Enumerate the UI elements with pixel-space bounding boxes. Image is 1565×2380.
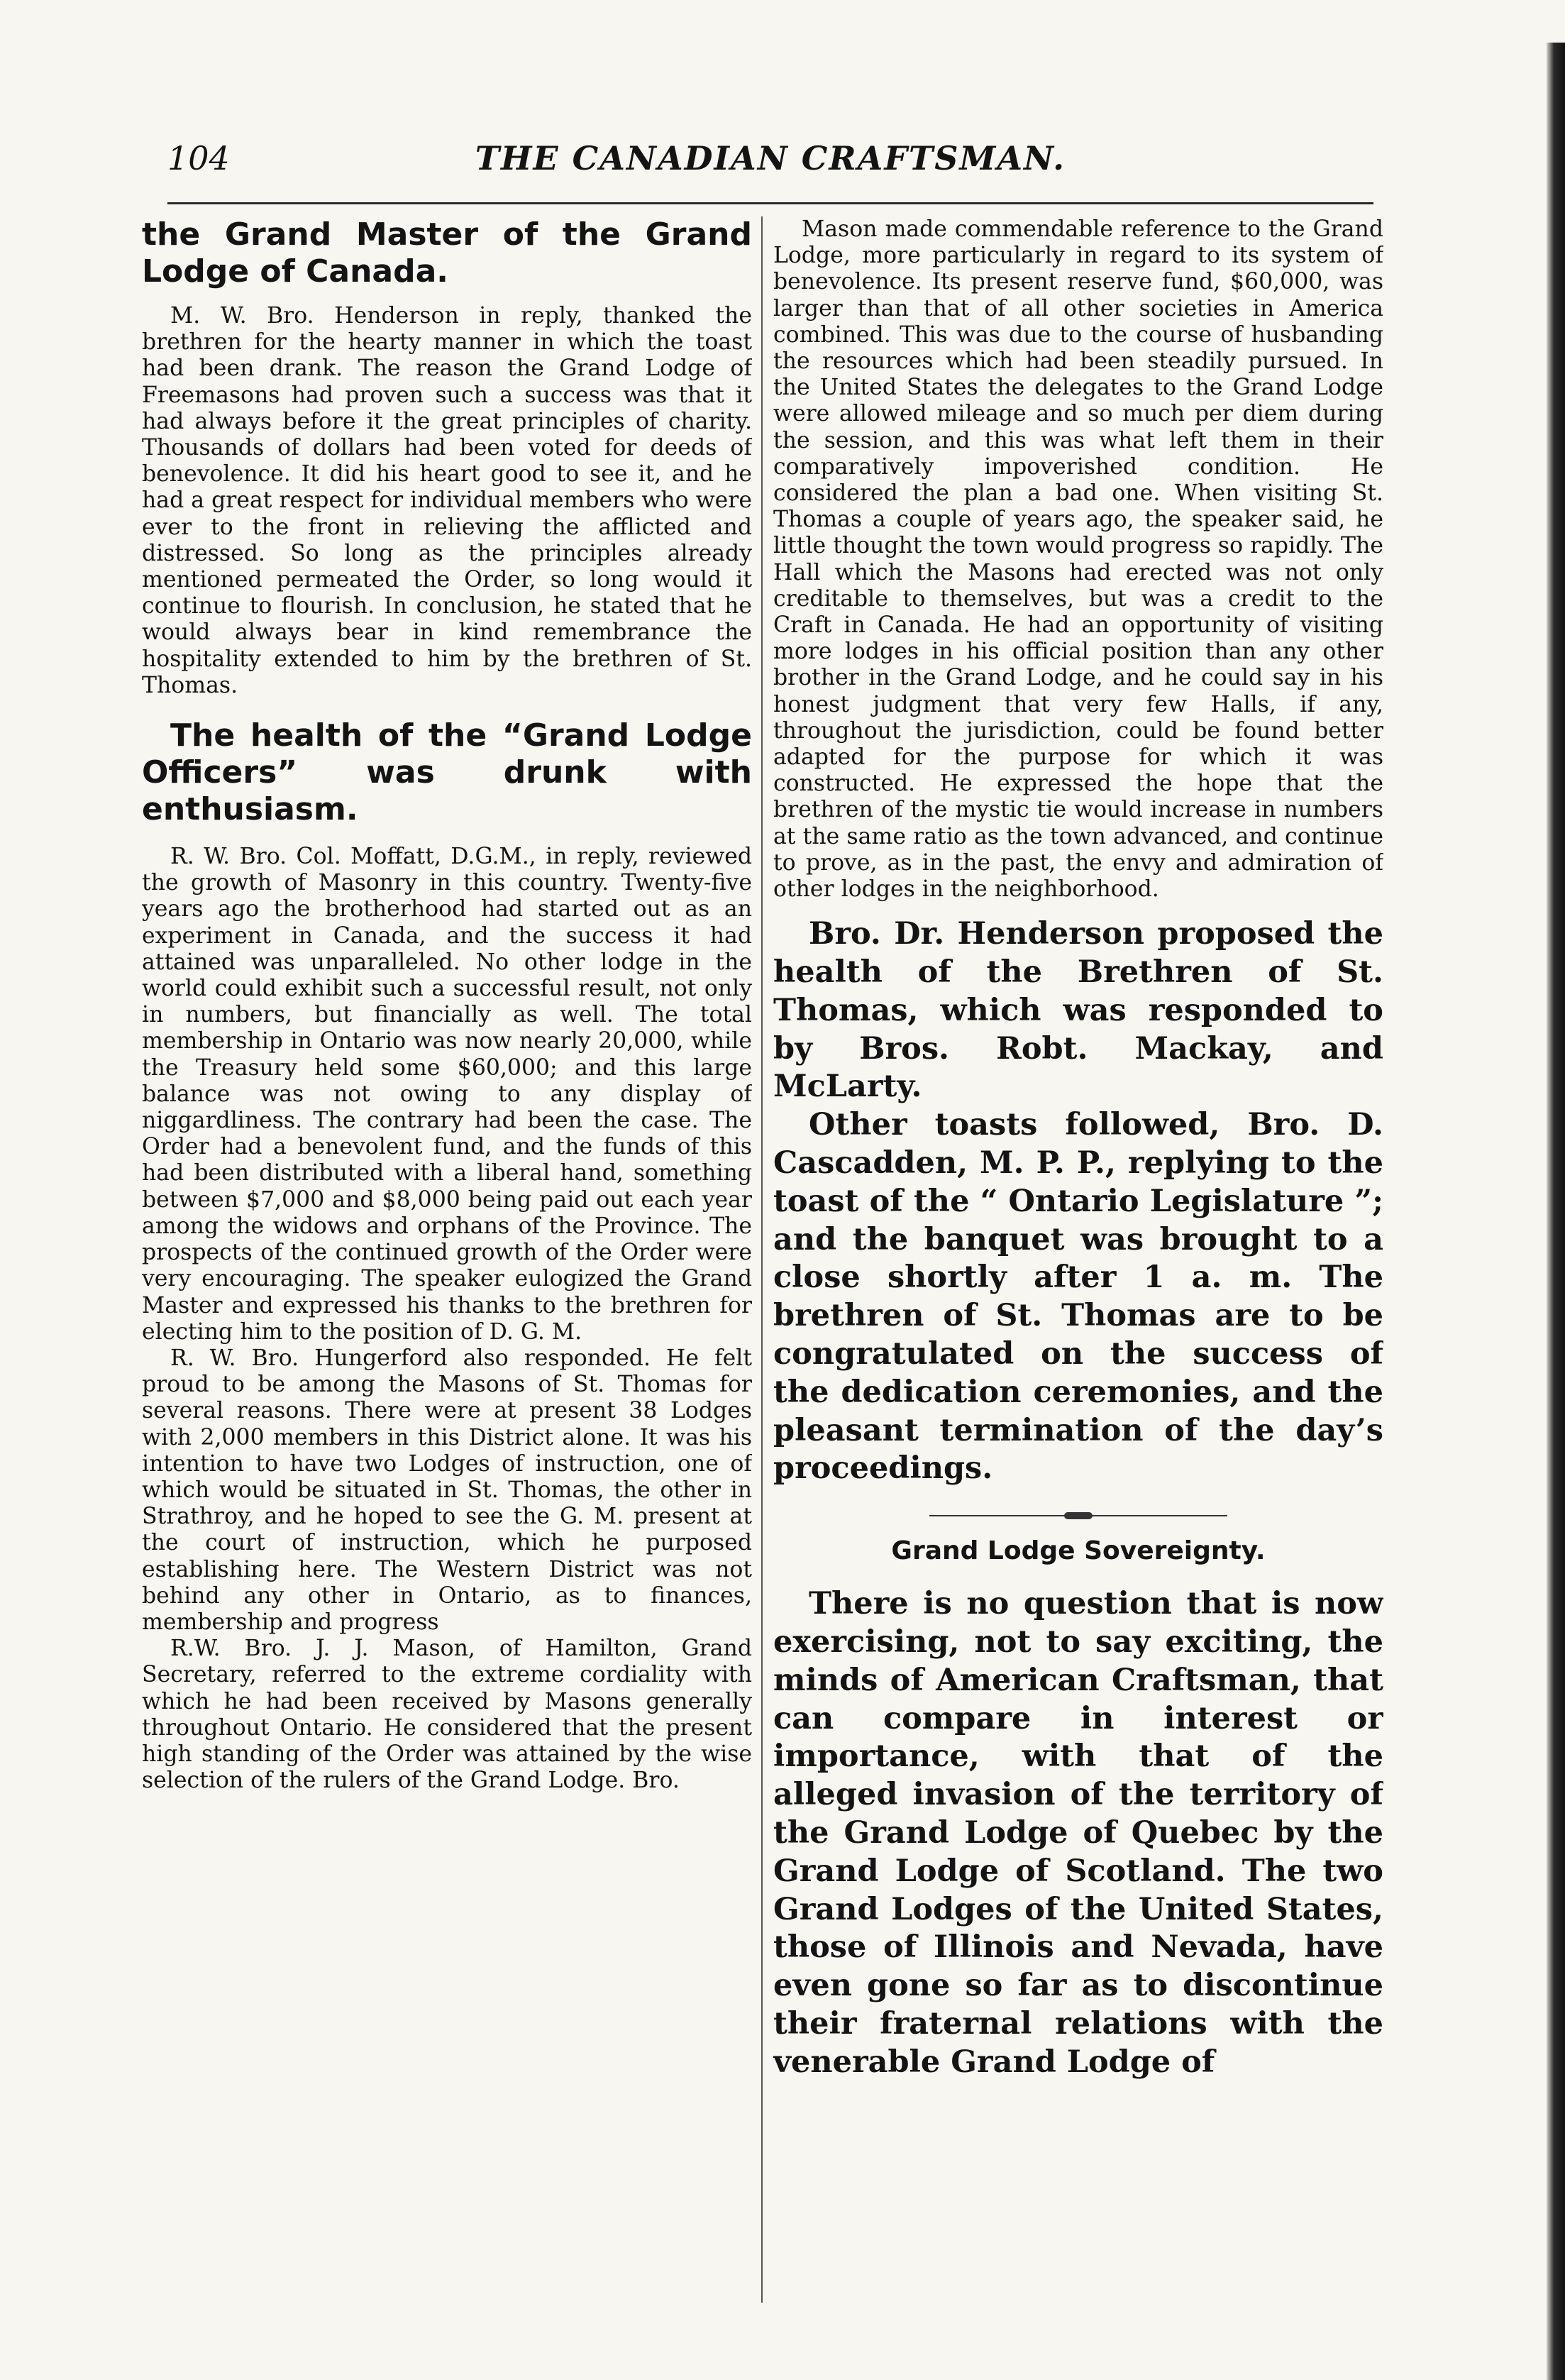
paragraph-mason-continued: Mason made commendable reference to the Grand Lodge, more particularly in regard to its system of benevolence. Its present reserve fund, $60,000, was larger than that of all other societies in America combined. This was due to the course of husbanding the resources which had been steadily pursued. In the United States the delegates to the Grand Lodge were allowed mileage and so much per diem during the session, and this was what left them in their comparatively impoverished condition. He considered the plan a bad one. When visiting St. Thomas a couple of years ago, the speaker said, he little thought the town would progress so rapidly. The Hall which the Masons had erected was not only creditable to themselves, but was a credit to the Craft in Canada. He had an opportunity of visiting more lodges in his official position than any other brother in the Grand Lodge, and he could say in his honest judgment that very few Halls, if any, throughout the jurisdiction, could be found better adapted for the purpose for which it was constructed. He expressed the hope that the brethren of the mystic tie would increase in numbers at the same ratio as the town advanced, and continue to prove, as in the past, the envy and admiration of other lodges in the neighborhood. (773, 216, 1383, 903)
page-number: 104 (167, 139, 230, 177)
paragraph-sovereignty: There is no question that is now exercising, not to say exciting, the minds of American Craftsman, that can compare in interest or importance, with that of the alleged invasion of the territory of the Grand Lodge of Quebec by the Grand Lodge of Scotland. The two Grand Lodges of the United States, those of Illinois and Nevada, have even gone so far as to discontinue their fraternal relations with the venerable Grand Lodge of (773, 1586, 1383, 2080)
heading-grand-master: the Grand Master of the Grand Lodge of Canada. (142, 216, 752, 290)
page-header (167, 139, 1373, 189)
header-rule (167, 202, 1373, 204)
heading-grand-lodge-officers: The health of the “Grand Lodge Officers” was drunk with enthusiasm. (142, 717, 752, 828)
paragraph-mason-reply: R.W. Bro. J. J. Mason, of Hamilton, Grand Secretary, referred to the extreme cordiality with which he had been received by Masons generally throughout Ontario. He considered that the present high standing of the Order was attained by the wise selection of the rulers of the Grand Lodge. Bro. (142, 1636, 752, 1794)
paragraph-other-toasts: Other toasts followed, Bro. D. Cascadden, M. P. P., replying to the toast of the “ Ontario Legislature ”; and the banquet was brought to a close shortly after 1 a. m. The brethren of St. Thomas are to be congratulated on the success of the dedication ceremonies, and the pleasant termination of the day’s proceedings. (773, 1107, 1383, 1487)
paragraph-hungerford-reply: R. W. Bro. Hungerford also responded. He felt proud to be among the Masons of St. Thomas for several reasons. There were at present 38 Lodges with 2,000 members in this District alone. It was his intention to have two Lodges of instruction, one of which would be situated in St. Thomas, the other in Strathroy, and he hoped to see the G. M. present at the court of instruction, which he purposed establishing here. The Western District was not behind any other in Ontario, as to finances, membership and progress (142, 1345, 752, 1635)
running-title: THE CANADIAN CRAFTSMAN. (475, 139, 1066, 177)
scan-edge (1547, 43, 1565, 2380)
paragraph-dr-henderson: Bro. Dr. Henderson proposed the health of the Brethren of St. Thomas, which was responded to by Bros. Robt. Mackay, and McLarty. (773, 916, 1383, 1105)
section-title-sovereignty: Grand Lodge Sovereignty. (891, 1536, 1266, 1566)
paragraph-moffatt-reply: R. W. Bro. Col. Moffatt, D.G.M., in reply, reviewed the growth of Masonry in this country. Twenty-five years ago the brotherhood had started out as an experiment in Canada, and the success it had attained was unparalleled. No other lodge in the world could exhibit such a successful result, not only in numbers, but financially as well. The total membership in Ontario was now nearly 20,000, while the Treasury held some $60,000; and this large balance was not owing to any display of niggardliness. The contrary had been the case. The Order had a benevolent fund, and the funds of this had been distributed with a liberal hand, something between $7,000 and $8,000 being paid out each year among the widows and orphans of the Province. The prospects of the continued growth of the Order were very encouraging. The speaker eulogized the Grand Master and expressed his thanks to the brethren for electing him to the position of D. G. M. (142, 844, 752, 1345)
paragraph-henderson-reply: M. W. Bro. Henderson in reply, thanked the brethren for the hearty manner in which the toast had been drank. The reason the Grand Lodge of Freemasons had proven such a success was that it had always before it the great principles of charity. Thousands of dollars had been voted for deeds of benevolence. It did his heart good to see it, and he had a great respect for individual members who were ever to the front in relieving the afflicted and distressed. So long as the principles already mentioned permeated the Order, so long would it continue to flourish. In conclusion, he stated that he would always bear in kind remembrance the hospitality extended to him by the brethren of St. Thomas. (142, 303, 752, 698)
left-column (142, 216, 752, 2303)
right-column (773, 216, 1383, 2303)
section-divider (929, 1511, 1227, 1521)
column-divider (761, 216, 763, 2303)
